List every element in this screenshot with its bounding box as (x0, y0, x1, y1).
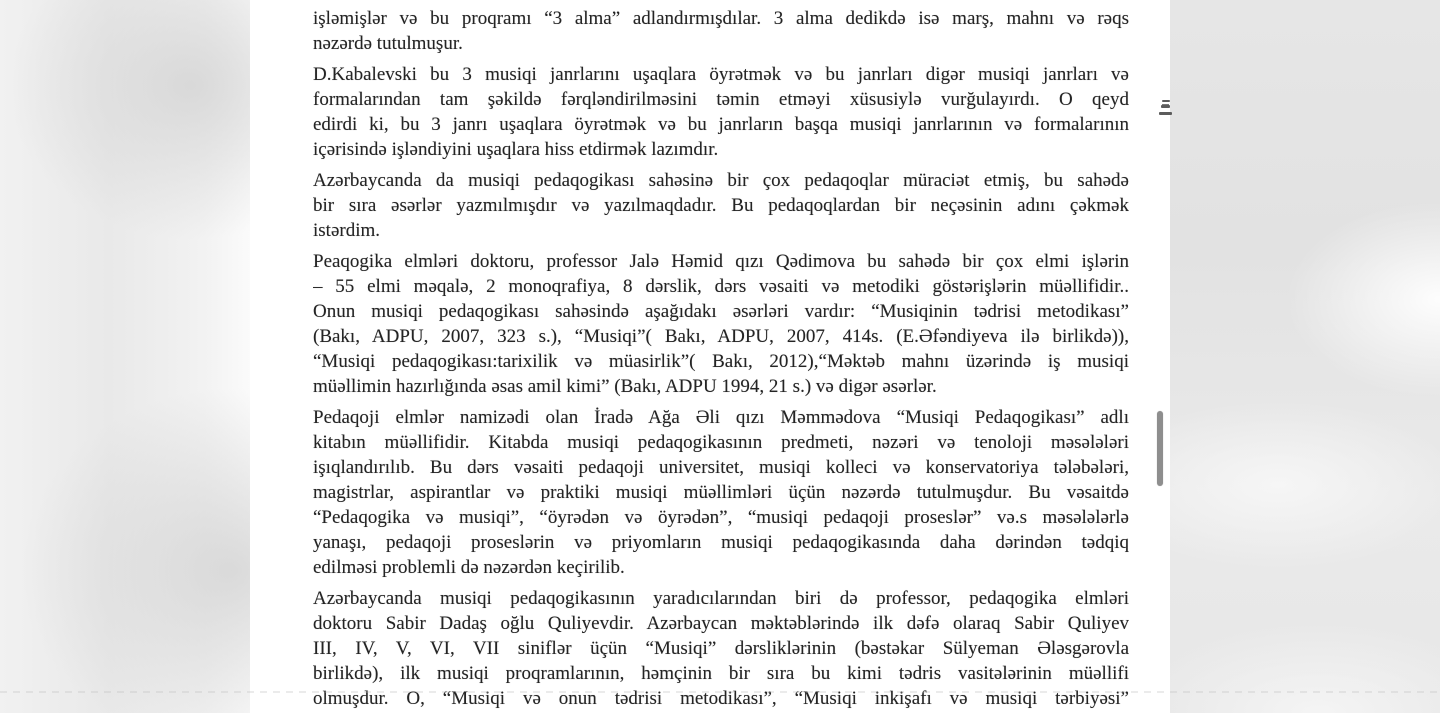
text-line: D.Kabalevski bu 3 musiqi janrlarını uşaqlara öyrətmək və bu janrları digər musiqi janrları və (313, 64, 1129, 85)
text-line: Onun musiqi pedaqogikası sahəsində aşağıdakı əsərləri vardır: “Musiqinin tədrisi metodikası” (313, 301, 1129, 322)
text-fragment-dash (1161, 105, 1170, 108)
text-line: (Bakı, ADPU, 2007, 323 s.), “Musiqi”( Bakı, ADPU, 2007, 414s. (E.Əfəndiyeva ilə birlikdə)), (313, 326, 1129, 347)
document-text (313, 6, 1129, 717)
blurred-backdrop-right (1170, 0, 1440, 713)
text-line: bir sıra əsərlər yazmılmışdır və yazılmaqdadır. Bu pedaqoqlardan bir neçəsinin adını çəkmək (313, 195, 1129, 216)
adjacent-page-text-fragment (1159, 100, 1173, 128)
text-line: işləmişlər və bu proqramı “3 alma” adlandırmışdılar. 3 alma dedikdə isə marş, mahnı və rəqs (313, 8, 1129, 29)
text-line: edilməsi problemli də nəzərdən keçirilib. (313, 557, 625, 578)
text-line: kitabın müəllifidir. Kitabda musiqi pedaqogikasının predmeti, nəzəri və tenoloji məsələləri (313, 432, 1129, 453)
text-line: Azərbaycanda da musiqi pedaqogikası sahəsinə bir çox pedaqoqlar müraciət etmiş, bu sahədə (313, 170, 1129, 191)
text-line: magistrlar, aspirantlar və praktiki musiqi müəllimləri üçün nəzərdə tutulmuşdur. Bu vəsaitdə (313, 482, 1129, 503)
text-line: olmuşdur. O, “Musiqi və onun tədrisi metodikası”, “Musiqi inkişafı və musiqi tərbiyəsi” (313, 688, 1129, 709)
text-line: işıqlandırılıb. Bu dərs vəsaiti pedaqoji universitet, musiqi kolleci və konservatoriya tələbələri, (313, 457, 1129, 478)
paragraph (313, 6, 1129, 56)
text-line: edirdi ki, bu 3 janrı uşaqlara öyrətmək və bu janrların başqa musiqi janrlarının və formalarının (313, 114, 1129, 135)
document-page (250, 0, 1170, 713)
text-line: birlikdə), ilk musiqi proqramlarının, həmçinin bir sıra bu kimi tədris vasitələrinin müəllifi (313, 663, 1129, 684)
paragraph (313, 62, 1129, 162)
text-line: “Musiqi pedaqogikası:tarixilik və müasirlik”( Bakı, 2012),“Məktəb mahnı üzərində iş musiqi (313, 351, 1129, 372)
text-line: Azərbaycanda musiqi pedaqogikasının yaradıcılarından biri də professor, pedaqogika elmləri (313, 588, 1129, 609)
text-line: doktoru Sabir Dadaş oğlu Quliyevdir. Azərbaycan məktəblərində ilk dəfə olaraq Sabir Quliyev (313, 613, 1129, 634)
text-line: istərdim. (313, 220, 381, 241)
text-line: “Pedaqogika və musiqi”, “öyrədən və öyrədən”, “musiqi pedaqoji proseslər” və.s məsələlərlə (313, 507, 1129, 528)
paragraph (313, 405, 1129, 580)
text-line: III, IV, V, VI, VII siniflər üçün “Musiqi” dərsliklərinin (bəstəkar Sülyeman Ələsgərovla (313, 638, 1129, 659)
scan-artifact-line (0, 691, 1440, 693)
text-line: müəllimin hazırlığında əsas amil kimi” (Bakı, ADPU 1994, 21 s.) və digər əsərlər. (313, 376, 937, 397)
text-fragment-dash (1162, 100, 1170, 102)
text-line: yanaşı, pedaqoji proseslərin və priyomların musiqi pedaqogikasında daha dərindən tədqiq (313, 532, 1129, 553)
paragraph (313, 168, 1129, 243)
blurred-backdrop-left (0, 0, 272, 713)
paragraph (313, 249, 1129, 399)
scrollbar-thumb[interactable] (1157, 411, 1163, 486)
text-line: formalarından tam şəkildə fərqləndirilməsini təmin etməyi xüsusiylə vurğulayırdı. O qeyd (313, 89, 1129, 110)
text-fragment-dash (1159, 112, 1172, 115)
text-line: nəzərdə tutulmuşur. (313, 33, 463, 54)
text-line: Pedaqoji elmlər namizədi olan İradə Ağa Əli qızı Məmmədova “Musiqi Pedaqogikası” adlı (313, 407, 1129, 428)
text-line: Peaqogika elmləri doktoru, professor Jalə Həmid qızı Qədimova bu sahədə bir çox elmi işlərin (313, 251, 1129, 272)
text-line: – 55 elmi məqalə, 2 monoqrafiya, 8 dərslik, dərs vəsaiti və metodiki göstərişlərin müəllifidir.. (313, 276, 1129, 297)
text-line: içərisində işləndiyini uşaqlara hiss etdirmək lazımdır. (313, 139, 719, 160)
